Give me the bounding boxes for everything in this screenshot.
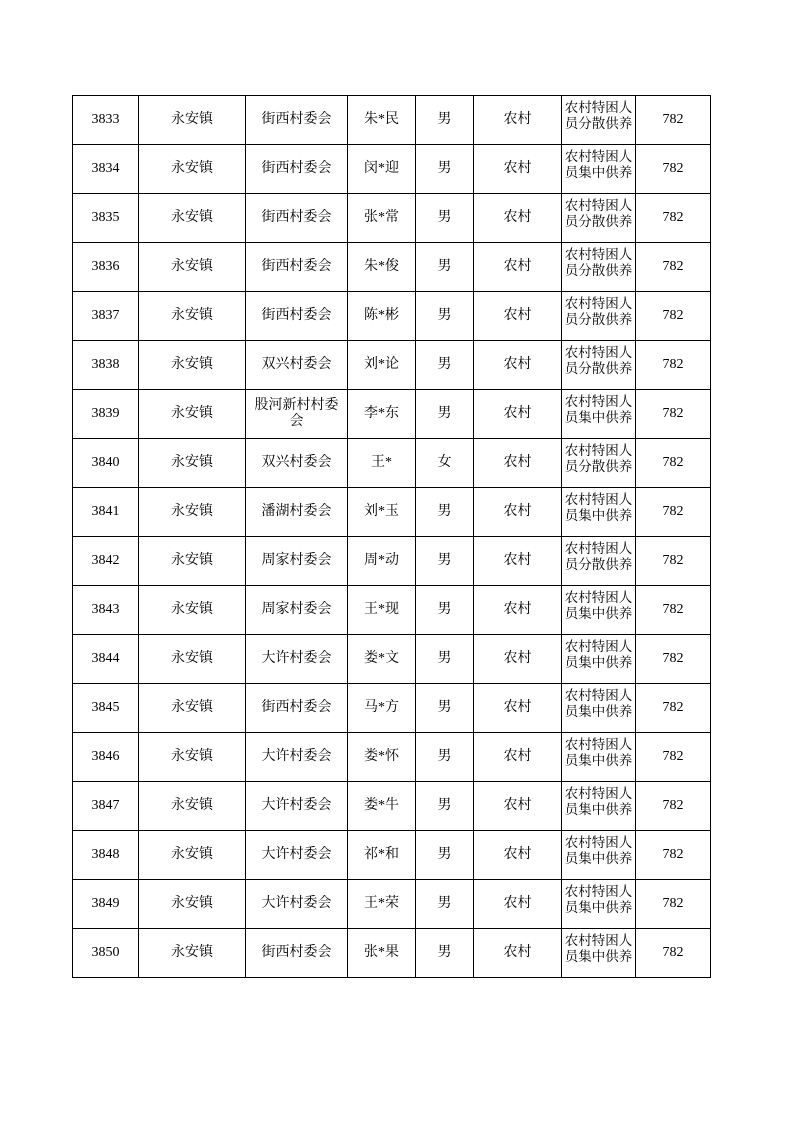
table-row [73, 488, 711, 537]
cell-person-name: 祁*和 [348, 831, 416, 880]
cell-area-type: 农村 [474, 194, 562, 243]
cell-gender: 男 [416, 390, 474, 439]
cell-village-committee: 周家村委会 [246, 586, 348, 635]
cell-person-name: 王*荣 [348, 880, 416, 929]
table-row [73, 733, 711, 782]
cell-village-committee: 街西村委会 [246, 145, 348, 194]
cell-amount: 782 [636, 929, 711, 978]
category-text: 农村特困人员分散供养 [564, 247, 633, 278]
cell-town: 永安镇 [139, 635, 246, 684]
cell-area-type: 农村 [474, 635, 562, 684]
category-text: 农村特困人员分散供养 [564, 100, 633, 131]
cell-gender: 男 [416, 782, 474, 831]
cell-amount: 782 [636, 292, 711, 341]
table-body [73, 96, 711, 978]
cell-village-committee: 双兴村委会 [246, 439, 348, 488]
cell-sequence-number: 3847 [73, 782, 139, 831]
cell-assistance-category [562, 390, 636, 439]
cell-village-committee: 大许村委会 [246, 880, 348, 929]
category-text: 农村特困人员分散供养 [564, 198, 633, 229]
cell-village-committee: 街西村委会 [246, 194, 348, 243]
cell-assistance-category [562, 194, 636, 243]
cell-area-type: 农村 [474, 243, 562, 292]
cell-amount: 782 [636, 635, 711, 684]
table-row [73, 439, 711, 488]
cell-assistance-category [562, 537, 636, 586]
cell-amount: 782 [636, 782, 711, 831]
table-row [73, 635, 711, 684]
category-text: 农村特困人员集中供养 [564, 688, 633, 719]
cell-assistance-category [562, 243, 636, 292]
cell-person-name: 王* [348, 439, 416, 488]
cell-amount: 782 [636, 537, 711, 586]
cell-assistance-category [562, 831, 636, 880]
cell-area-type: 农村 [474, 880, 562, 929]
cell-gender: 男 [416, 292, 474, 341]
cell-amount: 782 [636, 341, 711, 390]
cell-gender: 男 [416, 537, 474, 586]
cell-amount: 782 [636, 684, 711, 733]
cell-gender: 男 [416, 733, 474, 782]
category-text: 农村特困人员集中供养 [564, 590, 633, 621]
cell-assistance-category [562, 292, 636, 341]
cell-sequence-number: 3838 [73, 341, 139, 390]
cell-village-committee: 街西村委会 [246, 243, 348, 292]
cell-amount: 782 [636, 439, 711, 488]
cell-person-name: 朱*民 [348, 96, 416, 145]
cell-town: 永安镇 [139, 537, 246, 586]
cell-assistance-category [562, 96, 636, 145]
cell-area-type: 农村 [474, 586, 562, 635]
cell-person-name: 张*常 [348, 194, 416, 243]
cell-sequence-number: 3849 [73, 880, 139, 929]
cell-gender: 男 [416, 831, 474, 880]
cell-village-committee: 大许村委会 [246, 733, 348, 782]
cell-sequence-number: 3844 [73, 635, 139, 684]
cell-village-committee: 潘湖村委会 [246, 488, 348, 537]
cell-person-name: 朱*俊 [348, 243, 416, 292]
cell-village-committee: 街西村委会 [246, 96, 348, 145]
cell-sequence-number: 3846 [73, 733, 139, 782]
cell-village-committee: 大许村委会 [246, 635, 348, 684]
category-text: 农村特困人员集中供养 [564, 639, 633, 670]
cell-amount: 782 [636, 831, 711, 880]
table-row [73, 341, 711, 390]
cell-sequence-number: 3840 [73, 439, 139, 488]
cell-assistance-category [562, 488, 636, 537]
category-text: 农村特困人员集中供养 [564, 394, 633, 425]
category-text: 农村特困人员集中供养 [564, 492, 633, 523]
cell-assistance-category [562, 635, 636, 684]
table-row [73, 243, 711, 292]
cell-sequence-number: 3835 [73, 194, 139, 243]
cell-sequence-number: 3845 [73, 684, 139, 733]
cell-area-type: 农村 [474, 96, 562, 145]
cell-town: 永安镇 [139, 390, 246, 439]
cell-person-name: 张*果 [348, 929, 416, 978]
cell-town: 永安镇 [139, 929, 246, 978]
cell-amount: 782 [636, 96, 711, 145]
cell-area-type: 农村 [474, 782, 562, 831]
cell-person-name: 陈*彬 [348, 292, 416, 341]
cell-person-name: 刘*论 [348, 341, 416, 390]
cell-town: 永安镇 [139, 880, 246, 929]
cell-person-name: 娄*牛 [348, 782, 416, 831]
cell-amount: 782 [636, 733, 711, 782]
cell-area-type: 农村 [474, 145, 562, 194]
cell-gender: 男 [416, 145, 474, 194]
cell-assistance-category [562, 782, 636, 831]
table-row [73, 831, 711, 880]
cell-town: 永安镇 [139, 341, 246, 390]
cell-person-name: 闵*迎 [348, 145, 416, 194]
cell-sequence-number: 3850 [73, 929, 139, 978]
cell-person-name: 周*动 [348, 537, 416, 586]
cell-town: 永安镇 [139, 782, 246, 831]
category-text: 农村特困人员集中供养 [564, 835, 633, 866]
cell-sequence-number: 3833 [73, 96, 139, 145]
table-row [73, 194, 711, 243]
cell-gender: 男 [416, 684, 474, 733]
cell-sequence-number: 3834 [73, 145, 139, 194]
cell-village-committee: 双兴村委会 [246, 341, 348, 390]
cell-area-type: 农村 [474, 292, 562, 341]
table-row [73, 96, 711, 145]
cell-person-name: 娄*怀 [348, 733, 416, 782]
cell-amount: 782 [636, 586, 711, 635]
cell-gender: 男 [416, 880, 474, 929]
cell-village-committee: 大许村委会 [246, 831, 348, 880]
category-text: 农村特困人员集中供养 [564, 884, 633, 915]
cell-area-type: 农村 [474, 929, 562, 978]
cell-assistance-category [562, 145, 636, 194]
cell-sequence-number: 3842 [73, 537, 139, 586]
cell-gender: 女 [416, 439, 474, 488]
cell-area-type: 农村 [474, 733, 562, 782]
table-row [73, 782, 711, 831]
cell-assistance-category [562, 880, 636, 929]
cell-town: 永安镇 [139, 194, 246, 243]
cell-gender: 男 [416, 341, 474, 390]
cell-person-name: 马*方 [348, 684, 416, 733]
cell-person-name: 刘*玉 [348, 488, 416, 537]
cell-village-committee: 大许村委会 [246, 782, 348, 831]
cell-gender: 男 [416, 586, 474, 635]
cell-assistance-category [562, 733, 636, 782]
cell-person-name: 娄*文 [348, 635, 416, 684]
cell-town: 永安镇 [139, 145, 246, 194]
cell-area-type: 农村 [474, 684, 562, 733]
cell-assistance-category [562, 684, 636, 733]
cell-area-type: 农村 [474, 341, 562, 390]
table-row [73, 145, 711, 194]
cell-town: 永安镇 [139, 243, 246, 292]
table-row [73, 537, 711, 586]
category-text: 农村特困人员分散供养 [564, 296, 633, 327]
cell-town: 永安镇 [139, 292, 246, 341]
cell-area-type: 农村 [474, 831, 562, 880]
cell-sequence-number: 3839 [73, 390, 139, 439]
cell-village-committee: 周家村委会 [246, 537, 348, 586]
cell-assistance-category [562, 929, 636, 978]
cell-assistance-category [562, 341, 636, 390]
cell-area-type: 农村 [474, 439, 562, 488]
cell-sequence-number: 3848 [73, 831, 139, 880]
cell-area-type: 农村 [474, 537, 562, 586]
cell-amount: 782 [636, 194, 711, 243]
cell-amount: 782 [636, 145, 711, 194]
category-text: 农村特困人员集中供养 [564, 933, 633, 964]
cell-gender: 男 [416, 635, 474, 684]
cell-gender: 男 [416, 96, 474, 145]
table-row [73, 292, 711, 341]
cell-gender: 男 [416, 194, 474, 243]
cell-town: 永安镇 [139, 96, 246, 145]
category-text: 农村特困人员分散供养 [564, 345, 633, 376]
cell-village-committee: 街西村委会 [246, 929, 348, 978]
cell-area-type: 农村 [474, 488, 562, 537]
cell-sequence-number: 3841 [73, 488, 139, 537]
table-row [73, 929, 711, 978]
cell-amount: 782 [636, 390, 711, 439]
cell-area-type: 农村 [474, 390, 562, 439]
cell-sequence-number: 3843 [73, 586, 139, 635]
cell-town: 永安镇 [139, 831, 246, 880]
cell-sequence-number: 3836 [73, 243, 139, 292]
cell-gender: 男 [416, 243, 474, 292]
cell-sequence-number: 3837 [73, 292, 139, 341]
table-row [73, 684, 711, 733]
category-text: 农村特困人员集中供养 [564, 149, 633, 180]
cell-town: 永安镇 [139, 488, 246, 537]
cell-gender: 男 [416, 488, 474, 537]
category-text: 农村特困人员集中供养 [564, 786, 633, 817]
table-row [73, 880, 711, 929]
cell-town: 永安镇 [139, 586, 246, 635]
category-text: 农村特困人员集中供养 [564, 737, 633, 768]
cell-person-name: 李*东 [348, 390, 416, 439]
table-row [73, 390, 711, 439]
cell-village-committee: 股河新村村委会 [246, 390, 348, 439]
category-text: 农村特困人员分散供养 [564, 541, 633, 572]
table-row [73, 586, 711, 635]
cell-village-committee: 街西村委会 [246, 292, 348, 341]
cell-town: 永安镇 [139, 733, 246, 782]
cell-amount: 782 [636, 243, 711, 292]
cell-amount: 782 [636, 880, 711, 929]
category-text: 农村特困人员分散供养 [564, 443, 633, 474]
cell-assistance-category [562, 439, 636, 488]
cell-gender: 男 [416, 929, 474, 978]
assistance-roster-table [72, 95, 711, 978]
cell-person-name: 王*现 [348, 586, 416, 635]
cell-village-committee: 街西村委会 [246, 684, 348, 733]
cell-town: 永安镇 [139, 439, 246, 488]
cell-amount: 782 [636, 488, 711, 537]
cell-assistance-category [562, 586, 636, 635]
cell-town: 永安镇 [139, 684, 246, 733]
